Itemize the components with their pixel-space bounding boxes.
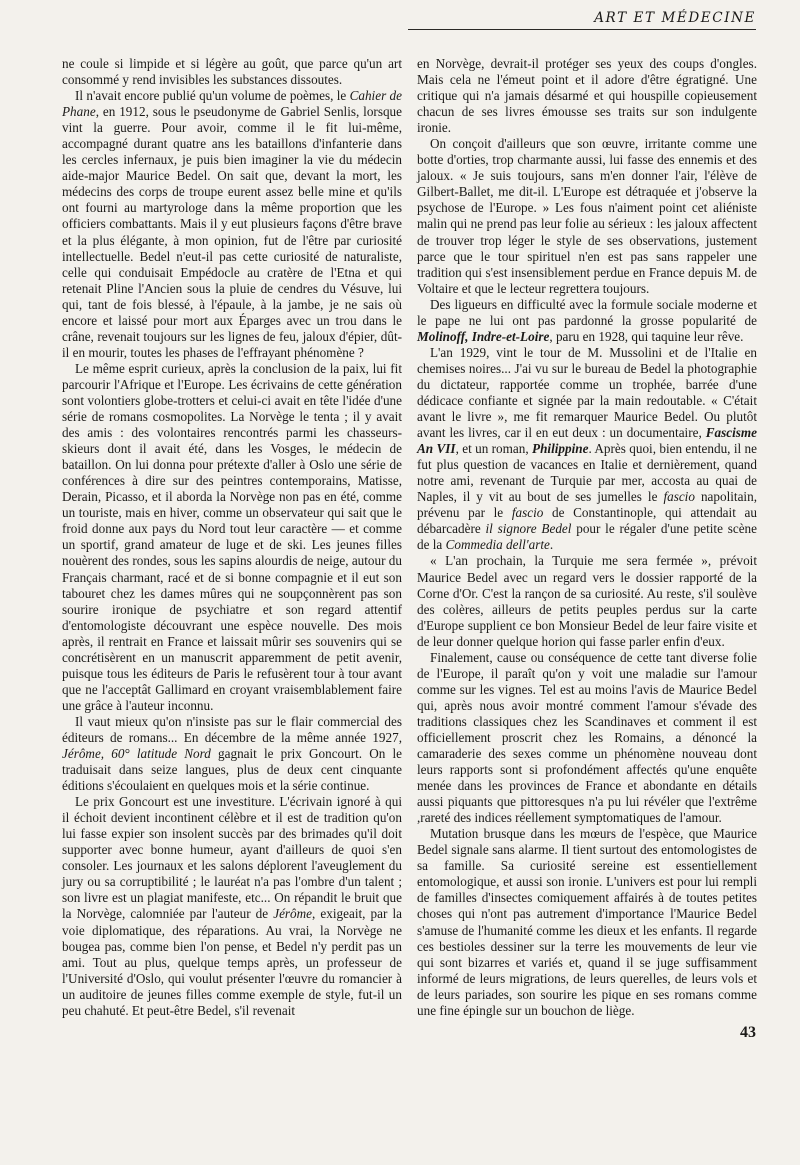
paragraph <box>62 56 402 88</box>
paragraph <box>62 88 402 361</box>
paragraph <box>417 650 757 827</box>
right-text-column <box>417 56 757 1019</box>
bold-italic-title: Fascisme An VII <box>417 425 757 457</box>
paragraph-text: gagnait le prix Goncourt. On le traduisait dans seize langues, plus de deux cent cinquante éditions s'écoulaient en quelques mois et la série continue. <box>62 746 402 794</box>
paragraph-text: . Après quoi, bien entendu, il ne fut plus question de vacances en Italie et dernièrement, quand notre ami, revenant de Turquie par mer, accosta au quai de Naples, il y vit au bout de ses jumelles le <box>417 441 757 505</box>
paragraph <box>62 361 402 714</box>
italic-title: fascio <box>511 505 544 521</box>
italic-title: Cahier de Phane <box>62 88 402 120</box>
paragraph-text: en Norvège, devrait-il protéger ses yeux des coups d'ongles. Mais cela ne l'émeut point et il adore d'être égratigné. Une critique qui n'a jamais désarmé et qui houspille copieusement chacun de ses livres émousse ses traits sur son indulgente ironie. <box>417 56 757 136</box>
bold-italic-title: Philippine <box>532 441 589 457</box>
paragraph <box>417 345 757 554</box>
paragraph-text: ne coule si limpide et si légère au goût, que parce qu'un art consommé y rend invisibles les substances dissoutes. <box>62 56 402 88</box>
paragraph-text: Il n'avait encore publié qu'un volume de poèmes, le <box>75 88 350 104</box>
paragraph <box>417 56 757 136</box>
paragraph-text: L'an 1929, vint le tour de M. Mussolini et de l'Italie en chemises noires... J'ai vu sur le bureau de Bedel la photographie du dictateur, rapportée comme un trophée, barrée d'une dédicace confiante et signée par la main redoutable. « C'était avant le livre », me fit remarquer Maurice Bedel. Ou plutôt avant les livres, car il en eut deux : un documentaire, <box>417 344 757 441</box>
paragraph-text: Des ligueurs en difficulté avec la formule sociale moderne et le pape ne lui ont pas pardonné la grosse popularité de <box>417 296 757 328</box>
paragraph-text: de Constantinople, qui attendait au débarcadère <box>417 505 757 537</box>
italic-title: Jérôme <box>273 906 313 922</box>
paragraph-text: , paru en 1928, qui taquine leur rêve. <box>549 328 744 344</box>
paragraph-text: napolitain, prévenu par le <box>417 489 757 521</box>
paragraph <box>62 794 402 1019</box>
italic-title: il signore Bedel <box>485 521 572 537</box>
paragraph-text: Le même esprit curieux, après la conclusion de la paix, lui fit parcourir l'Afrique et l'Europe. Les écrivains de cette génération sont volontiers globe-trotters et celui-ci avait en tête l'idée d'une série de romans cosmopolites. La Norvège le tenta ; il y avait des amis : des volontaires rencontrés parmi les chasseurs-skieurs dont il avait été, dans les Vosges, le médecin de bataillon. On lui donna pour prétexte d'aller à Oslo une série de conférences à dire sur des peintres contemporains, Matisse, Derain, Picasso, et il aborda la Norvège non pas en été, comme un touriste, mais en hiver, comme un observateur qui sait que le froid donne aux pays du Nord tout leur caractère — et comme un sportif, grand amateur de luge et de ski. Les jeunes filles nouèrent des rondes, sous les sapins alourdis de neige, autour du Français charmant, racé et de si bonne compagnie et il eut son tabouret chez les dames mûres qui ne soupçonnèrent pas son sourire ironique de psychiatre et son regard attentif d'entomologiste découvrant une espèce nouvelle. Des mois après, il rentrait en France et laissait mûrir ses souvenirs qui se concrétisèrent en un manuscrit apparemment de petit avenir, puisque tous les éditeurs de Paris le refusèrent tour à tour avant que ne l'acceptât Gallimard en croyant vraisemblablement faire une grâce à l'auteur inconnu. <box>62 360 402 713</box>
paragraph <box>417 553 757 649</box>
paragraph-text: Mutation brusque dans les mœurs de l'espèce, que Maurice Bedel signale sans alarme. Il tient surtout des entomologistes de sa famille. Sa curiosité sereine est essentiellement entomologique, et aussi son ironie. L'univers est pour lui rempli de familles d'insectes comiquement affairés à de toutes petites choses qui n'ont pas autrement d'importance l'Maurice Bedel s'amuse de l'humanité comme les dieux et les enfants. Il regarde ces bestioles dessiner sur la terre les mouvements de leur vie qui sont bizarres et variés et, quand il se juge suffisamment informé de leurs migrations, de leurs querelles, de leurs vols et de leurs pariades, son sourire les pique en ses romans comme une fine épingle sur un bouchon de liège. <box>417 826 757 1018</box>
bold-italic-title: Molinoff, Indre-et-Loire <box>417 328 550 344</box>
italic-title: Jérôme, 60° latitude Nord <box>62 746 211 762</box>
paragraph-text: , et un roman, <box>455 441 533 457</box>
paragraph-text: . <box>549 537 554 553</box>
paragraph-text: « L'an prochain, la Turquie me sera fermée », prévoit Maurice Bedel avec un regard vers le dossier rapporté de la Corne d'Or. C'est la rançon de sa curiosité. Au reste, s'il soulève des colères, ailleurs de petits peuples perdus sur la carte d'Europe supplient ce bon Monsieur Bedel de leur faire visite et de leur donner quelque horion qui fasse parler enfin d'eux. <box>417 553 757 649</box>
paragraph <box>417 826 757 1019</box>
paragraph <box>417 297 757 345</box>
paragraph-text: Le prix Goncourt est une investiture. L'écrivain ignoré à qui il échoit devient incontinent célèbre et il est de tradition qu'on lui fasse expier son insolent succès par des brimades qu'il doit supporter avec bonne humeur, ayant d'ailleurs de quoi s'en consoler. Les journaux et les salons déplorent l'aveuglement du jury ou sa corruptibilité ; le lauréat n'a pas l'ombre d'un talent ; son livre est un plagiat manifeste, etc... On répandit le bruit que la Norvège, calomniée par l'auteur de <box>62 794 402 922</box>
paragraph-text: , en 1912, sous le pseudonyme de Gabriel Senlis, lorsque vint la guerre. Pour avoir, comme il le fit lui-même, accompagné durant quatre ans les bataillons d'infanterie dans les cercles infernaux, je puis bien imaginer la vie du médecin aide-major Maurice Bedel. On sait que, devant la mort, les médecins des corps de troupe eurent assez belle mine et qu'ils ont fourni au martyrologe dans la même proportion que les officiers combattants. Mais il y eut plusieurs façons d'être brave et la plus élégante, à mon opinion, fut de l'être par curiosité intellectuelle. Bedel n'eut-il pas cette curiosité de naturaliste, celle qui conduisait Empédocle au cratère de l'Etna et qui retenait Pline l'Ancien sous la pluie de cendres du Vésuve, lui qui, tant de fois blessé, à l'épaule, à la jambe, je ne sais où encore et laissé pour mort aux Éparges avec un trou dans le crâne, revenait toujours sur les lignes de feu, jaloux d'épier, dût-il en mourir, toutes les phases de l'effrayant phénomène ? <box>62 104 402 360</box>
page-number: 43 <box>740 1024 756 1041</box>
paragraph <box>62 714 402 794</box>
header-rule <box>408 29 756 30</box>
paragraph-text: On conçoit d'ailleurs que son œuvre, irritante comme une botte d'orties, trop charmante aussi, lui fasse des ennemis et des jaloux. « Je suis toujours, sans m'en donner l'air, l'élève de Gilbert-Ballet, me dit-il. L'Europe est détraquée et j'observe la psychose de l'Europe. » Les fous n'aiment point cet aliéniste malin qui ne prend pas leur folie au sérieux : les jaloux affectent de trouver trop léger le style de ses observations, justement parce que le tour spirituel n'en est pas sans rappeler une tradition qui s'est insensiblement perdue en France depuis M. de Voltaire et que le lecteur regrettera toujours. <box>417 136 757 296</box>
paragraph-text: Finalement, cause ou conséquence de cette tant diverse folie de l'Europe, il paraît qu'on y voit une maladie sur l'amour comme sur les vignes. Tel est au moins l'avis de Maurice Bedel qui, après nous avoir montré comment l'amour s'évade des traditions classiques chez les Scandinaves et comment il est officiellement proscrit chez les Romains, a dénoncé la camaraderie des sexes comme un phénomène nouveau dont leurs rapports sont si profondément affectés qu'une enquête menée dans les provinces de France et abondante en détails aussi piquants que pittoresques n'a pu lui révéler que l'extrême ,rareté des indices réellement symptomatiques de l'amour. <box>417 649 757 826</box>
paragraph <box>417 136 757 296</box>
running-head: ART ET MÉDECINE <box>594 10 756 26</box>
paragraph-text: Il vaut mieux qu'on n'insiste pas sur le flair commercial des éditeurs de romans... En décembre de la même année 1927, <box>62 713 402 745</box>
italic-title: fascio <box>663 489 695 505</box>
paragraph-text: , exigeait, par la voie diplomatique, des réparations. Au vrai, la Norvège ne bougea pas, comme bien l'on pense, et Bedel n'y perdit pas un ami. Tout au plus, quelque temps après, un professeur de l'Université d'Oslo, qui voulut présenter l'œuvre du romancier à un auditoire de jeunes filles comme exemple de style, fut-il un peu chahuté. Et peut-être Bedel, s'il revenait <box>62 906 402 1018</box>
italic-title: Commedia dell'arte <box>445 537 550 553</box>
left-text-column <box>62 56 402 1019</box>
paragraph-text: pour le régaler d'une petite scène de la <box>417 521 757 553</box>
